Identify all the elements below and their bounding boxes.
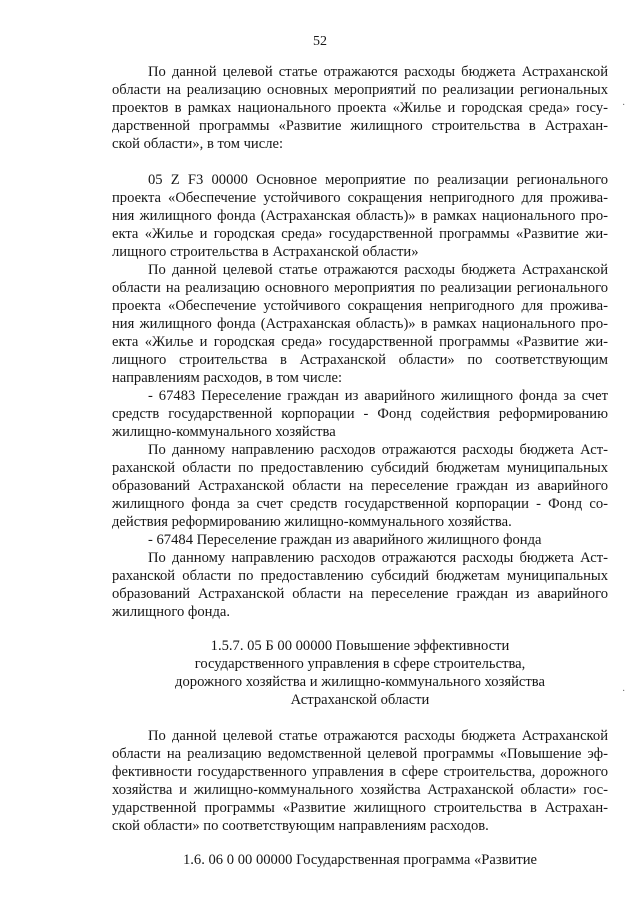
text-line: ния жилищного фонда (Астраханская область)» в рамках национального про- bbox=[112, 208, 608, 224]
text-line: дорожного хозяйства и жилищно-коммунального хозяйства bbox=[175, 674, 545, 690]
text-line: - 67484 Переселение граждан из аварийного жилищного фонда bbox=[148, 532, 542, 548]
text-line: ской области» по соответствующим направлениям расходов. bbox=[112, 818, 489, 834]
text-line: действия реформированию жилищно-коммунального хозяйства. bbox=[112, 514, 512, 530]
text-line: - 67483 Переселение граждан из аварийного жилищного фонда за счет bbox=[148, 388, 608, 404]
margin-mark: · bbox=[622, 686, 626, 697]
text-line: 1.5.7. 05 Б 00 00000 Повышение эффективности bbox=[210, 638, 510, 654]
text-line: По данному направлению расходов отражаются расходы бюджета Аст- bbox=[148, 442, 608, 458]
text-line: По данной целевой статье отражаются расходы бюджета Астраханской bbox=[148, 728, 608, 744]
text-line: По данной целевой статье отражаются расходы бюджета Астраханской bbox=[148, 64, 608, 80]
page-number: 52 bbox=[313, 34, 327, 49]
text-line: раханской области по предоставлению субсидий бюджетам муниципальных bbox=[112, 460, 608, 476]
margin-mark: · bbox=[622, 100, 626, 111]
text-line: фективности государственного управления в сфере строительства, дорожного bbox=[112, 764, 608, 780]
text-line: По данному направлению расходов отражаются расходы бюджета Аст- bbox=[148, 550, 608, 566]
text-line: 1.6. 06 0 00 00000 Государственная программа «Развитие bbox=[182, 852, 538, 868]
text-line: проекта «Обеспечение устойчивого сокращения непригодного для прожива- bbox=[112, 298, 608, 314]
text-line: жилищного фонда. bbox=[112, 604, 231, 620]
text-line: лищного строительства в Астраханской области» bbox=[112, 244, 419, 260]
text-line: образований Астраханской области на переселение граждан из аварийного bbox=[112, 586, 608, 602]
text-line: проекта «Обеспечение устойчивого сокращения непригодного для прожива- bbox=[112, 190, 608, 206]
text-line: По данной целевой статье отражаются расходы бюджета Астраханской bbox=[148, 262, 608, 278]
text-line: лищного строительства в Астраханской области» по соответствующим bbox=[112, 352, 608, 368]
text-line: области на реализацию ведомственной целевой программы «Повышение эф- bbox=[112, 746, 608, 762]
text-line: области на реализацию основных мероприятий по реализации региональных bbox=[112, 82, 608, 98]
text-line: раханской области по предоставлению субсидий бюджетам муниципальных bbox=[112, 568, 608, 584]
text-line: образований Астраханской области на переселение граждан из аварийного bbox=[112, 478, 608, 494]
text-line: средств государственной корпорации - Фонд содействия реформированию bbox=[112, 406, 608, 422]
text-line: хозяйства и жилищно-коммунального хозяйства Астраханской области» гос- bbox=[112, 782, 608, 798]
text-line: дарственной программы «Развитие жилищного строительства в Астрахан- bbox=[112, 118, 608, 134]
text-line: екта «Жилье и городская среда» государственной программы «Развитие жи- bbox=[112, 226, 608, 242]
text-line: направлениям расходов, в том числе: bbox=[112, 370, 343, 386]
text-line: государственного управления в сфере строительства, bbox=[194, 656, 526, 672]
text-line: Астраханской области bbox=[290, 692, 430, 708]
text-line: екта «Жилье и городская среда» государственной программы «Развитие жи- bbox=[112, 334, 608, 350]
text-line: 05 Z F3 00000 Основное мероприятие по реализации регионального bbox=[148, 172, 608, 188]
text-line: области на реализацию основного мероприятия по реализации регионального bbox=[112, 280, 608, 296]
text-line: ской области», в том числе: bbox=[112, 136, 284, 152]
text-line: жилищного фонда за счет средств государственной корпорации - Фонд со- bbox=[112, 496, 608, 512]
text-line: ния жилищного фонда (Астраханская область)» в рамках национального про- bbox=[112, 316, 608, 332]
text-line: проектов в рамках национального проекта «Жилье и городская среда» госу- bbox=[112, 100, 608, 116]
text-line: ударственной программы «Развитие жилищного строительства в Астрахан- bbox=[112, 800, 608, 816]
text-line: жилищно-коммунального хозяйства bbox=[112, 424, 336, 440]
